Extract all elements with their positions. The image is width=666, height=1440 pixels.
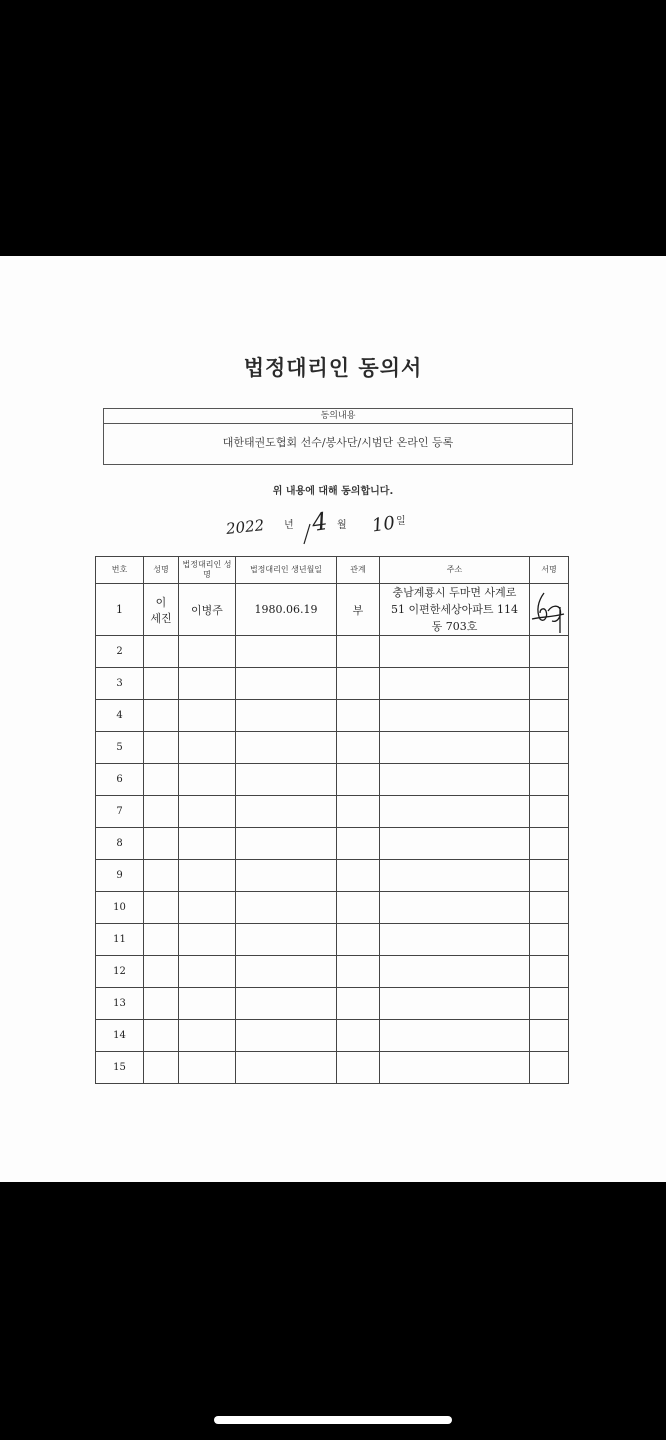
- header-name: 성명: [144, 557, 179, 584]
- date-month: 4: [310, 507, 330, 537]
- empty-cell: [337, 668, 380, 700]
- row-number: 8: [96, 828, 144, 860]
- table-row: [96, 892, 569, 924]
- empty-cell: [530, 764, 569, 796]
- header-guardian-birth: 법정대리인 생년월일: [236, 557, 337, 584]
- empty-cell: [380, 924, 530, 956]
- table-row: [96, 584, 569, 636]
- empty-cell: [179, 956, 236, 988]
- empty-cell: [337, 956, 380, 988]
- table-row: [96, 988, 569, 1020]
- empty-cell: [179, 764, 236, 796]
- empty-cell: [530, 796, 569, 828]
- empty-cell: [236, 892, 337, 924]
- table-row: [96, 732, 569, 764]
- empty-cell: [530, 636, 569, 668]
- empty-cell: [179, 636, 236, 668]
- empty-cell: [530, 988, 569, 1020]
- empty-cell: [179, 1020, 236, 1052]
- empty-cell: [236, 732, 337, 764]
- row-number: 7: [96, 796, 144, 828]
- empty-cell: [530, 860, 569, 892]
- empty-cell: [337, 988, 380, 1020]
- empty-cell: [337, 1052, 380, 1084]
- empty-cell: [179, 860, 236, 892]
- home-indicator[interactable]: [214, 1416, 452, 1424]
- table-row: [96, 668, 569, 700]
- empty-cell: [337, 700, 380, 732]
- empty-cell: [380, 668, 530, 700]
- empty-cell: [337, 796, 380, 828]
- empty-cell: [380, 636, 530, 668]
- empty-cell: [144, 892, 179, 924]
- empty-cell: [144, 668, 179, 700]
- row-number: 12: [96, 956, 144, 988]
- empty-cell: [144, 636, 179, 668]
- row-number: 14: [96, 1020, 144, 1052]
- table-row: [96, 700, 569, 732]
- empty-cell: [380, 1052, 530, 1084]
- empty-cell: [380, 956, 530, 988]
- date-year: 2022: [225, 516, 266, 538]
- relation: 부: [337, 584, 380, 636]
- table-row: [96, 764, 569, 796]
- table-header-row: [96, 557, 569, 584]
- consent-text: 대한태권도협회 선수/봉사단/시범단 온라인 등록: [222, 436, 454, 449]
- empty-cell: [144, 700, 179, 732]
- empty-cell: [236, 1020, 337, 1052]
- row-number: 5: [96, 732, 144, 764]
- empty-cell: [236, 924, 337, 956]
- row-number: 9: [96, 860, 144, 892]
- empty-cell: [236, 956, 337, 988]
- row-number: 1: [96, 584, 144, 636]
- date-line: [0, 507, 666, 542]
- empty-cell: [337, 860, 380, 892]
- empty-cell: [337, 732, 380, 764]
- empty-cell: [380, 988, 530, 1020]
- empty-cell: [144, 988, 179, 1020]
- empty-cell: [337, 636, 380, 668]
- table-row: [96, 636, 569, 668]
- student-name: [144, 584, 179, 636]
- guardian-name: 이병주: [179, 584, 236, 636]
- guardian-birth: 1980.06.19: [236, 584, 337, 636]
- empty-cell: [236, 796, 337, 828]
- empty-cell: [144, 796, 179, 828]
- empty-cell: [236, 828, 337, 860]
- empty-cell: [236, 668, 337, 700]
- table-row: [96, 1020, 569, 1052]
- date-year-unit: 년: [284, 520, 294, 531]
- row-number: 3: [96, 668, 144, 700]
- empty-cell: [236, 700, 337, 732]
- address-line3: 동 703호: [431, 620, 478, 633]
- empty-cell: [179, 1052, 236, 1084]
- empty-cell: [337, 764, 380, 796]
- empty-cell: [380, 764, 530, 796]
- table-row: [96, 860, 569, 892]
- table-row: [96, 828, 569, 860]
- row-number: 13: [96, 988, 144, 1020]
- empty-cell: [236, 636, 337, 668]
- address-line1: 충남계룡시 두마면 사계로: [392, 586, 517, 599]
- empty-cell: [236, 1052, 337, 1084]
- empty-cell: [380, 700, 530, 732]
- empty-cell: [179, 988, 236, 1020]
- empty-cell: [530, 1052, 569, 1084]
- empty-cell: [179, 796, 236, 828]
- empty-cell: [380, 860, 530, 892]
- date-day: 10: [370, 512, 397, 537]
- address: [380, 584, 530, 636]
- empty-cell: [530, 892, 569, 924]
- row-number: 2: [96, 636, 144, 668]
- empty-cell: [337, 924, 380, 956]
- empty-cell: [144, 860, 179, 892]
- empty-cell: [144, 924, 179, 956]
- empty-cell: [380, 732, 530, 764]
- empty-cell: [144, 828, 179, 860]
- signature-cell: [530, 584, 569, 636]
- table-row: [96, 796, 569, 828]
- table-row: [96, 956, 569, 988]
- document-title: 법정대리인 동의서: [243, 356, 423, 380]
- row-number: 15: [96, 1052, 144, 1084]
- empty-cell: [380, 796, 530, 828]
- empty-cell: [530, 828, 569, 860]
- date-day-unit: 일: [396, 516, 406, 527]
- student-name-line1: 이: [155, 595, 167, 609]
- empty-cell: [236, 860, 337, 892]
- date-month-unit: 월: [337, 520, 347, 531]
- empty-cell: [144, 1020, 179, 1052]
- header-no: 번호: [96, 557, 144, 584]
- header-relation: 관계: [337, 557, 380, 584]
- empty-cell: [530, 1020, 569, 1052]
- empty-cell: [144, 764, 179, 796]
- consent-content-box: [103, 408, 573, 465]
- student-name-line2: 세진: [150, 611, 172, 625]
- empty-cell: [380, 892, 530, 924]
- row-number: 10: [96, 892, 144, 924]
- empty-cell: [380, 828, 530, 860]
- consent-header: 동의내용: [104, 409, 572, 424]
- guardian-table: [95, 556, 569, 1084]
- row-number: 4: [96, 700, 144, 732]
- empty-cell: [530, 700, 569, 732]
- handwritten-signature: [530, 587, 569, 633]
- empty-cell: [530, 732, 569, 764]
- agree-statement: 위 내용에 대해 동의합니다.: [272, 486, 394, 497]
- empty-cell: [380, 1020, 530, 1052]
- empty-cell: [179, 828, 236, 860]
- empty-cell: [530, 668, 569, 700]
- empty-cell: [337, 892, 380, 924]
- row-number: 6: [96, 764, 144, 796]
- empty-cell: [179, 892, 236, 924]
- empty-cell: [236, 988, 337, 1020]
- empty-cell: [530, 956, 569, 988]
- header-guardian-name: 법정대리인 성명: [179, 557, 236, 584]
- empty-cell: [236, 764, 337, 796]
- header-signature: 서명: [530, 557, 569, 584]
- consent-form-page: [0, 256, 666, 1182]
- empty-cell: [179, 732, 236, 764]
- empty-cell: [179, 924, 236, 956]
- empty-cell: [144, 732, 179, 764]
- header-address: 주소: [380, 557, 530, 584]
- empty-cell: [179, 700, 236, 732]
- empty-cell: [337, 1020, 380, 1052]
- address-line2: 51 이편한세상아파트 114: [391, 603, 518, 616]
- row-number: 11: [96, 924, 144, 956]
- empty-cell: [144, 956, 179, 988]
- empty-cell: [179, 668, 236, 700]
- empty-cell: [144, 1052, 179, 1084]
- table-row: [96, 1052, 569, 1084]
- empty-cell: [337, 828, 380, 860]
- date-pen-stroke: [300, 522, 312, 548]
- empty-cell: [530, 924, 569, 956]
- table-row: [96, 924, 569, 956]
